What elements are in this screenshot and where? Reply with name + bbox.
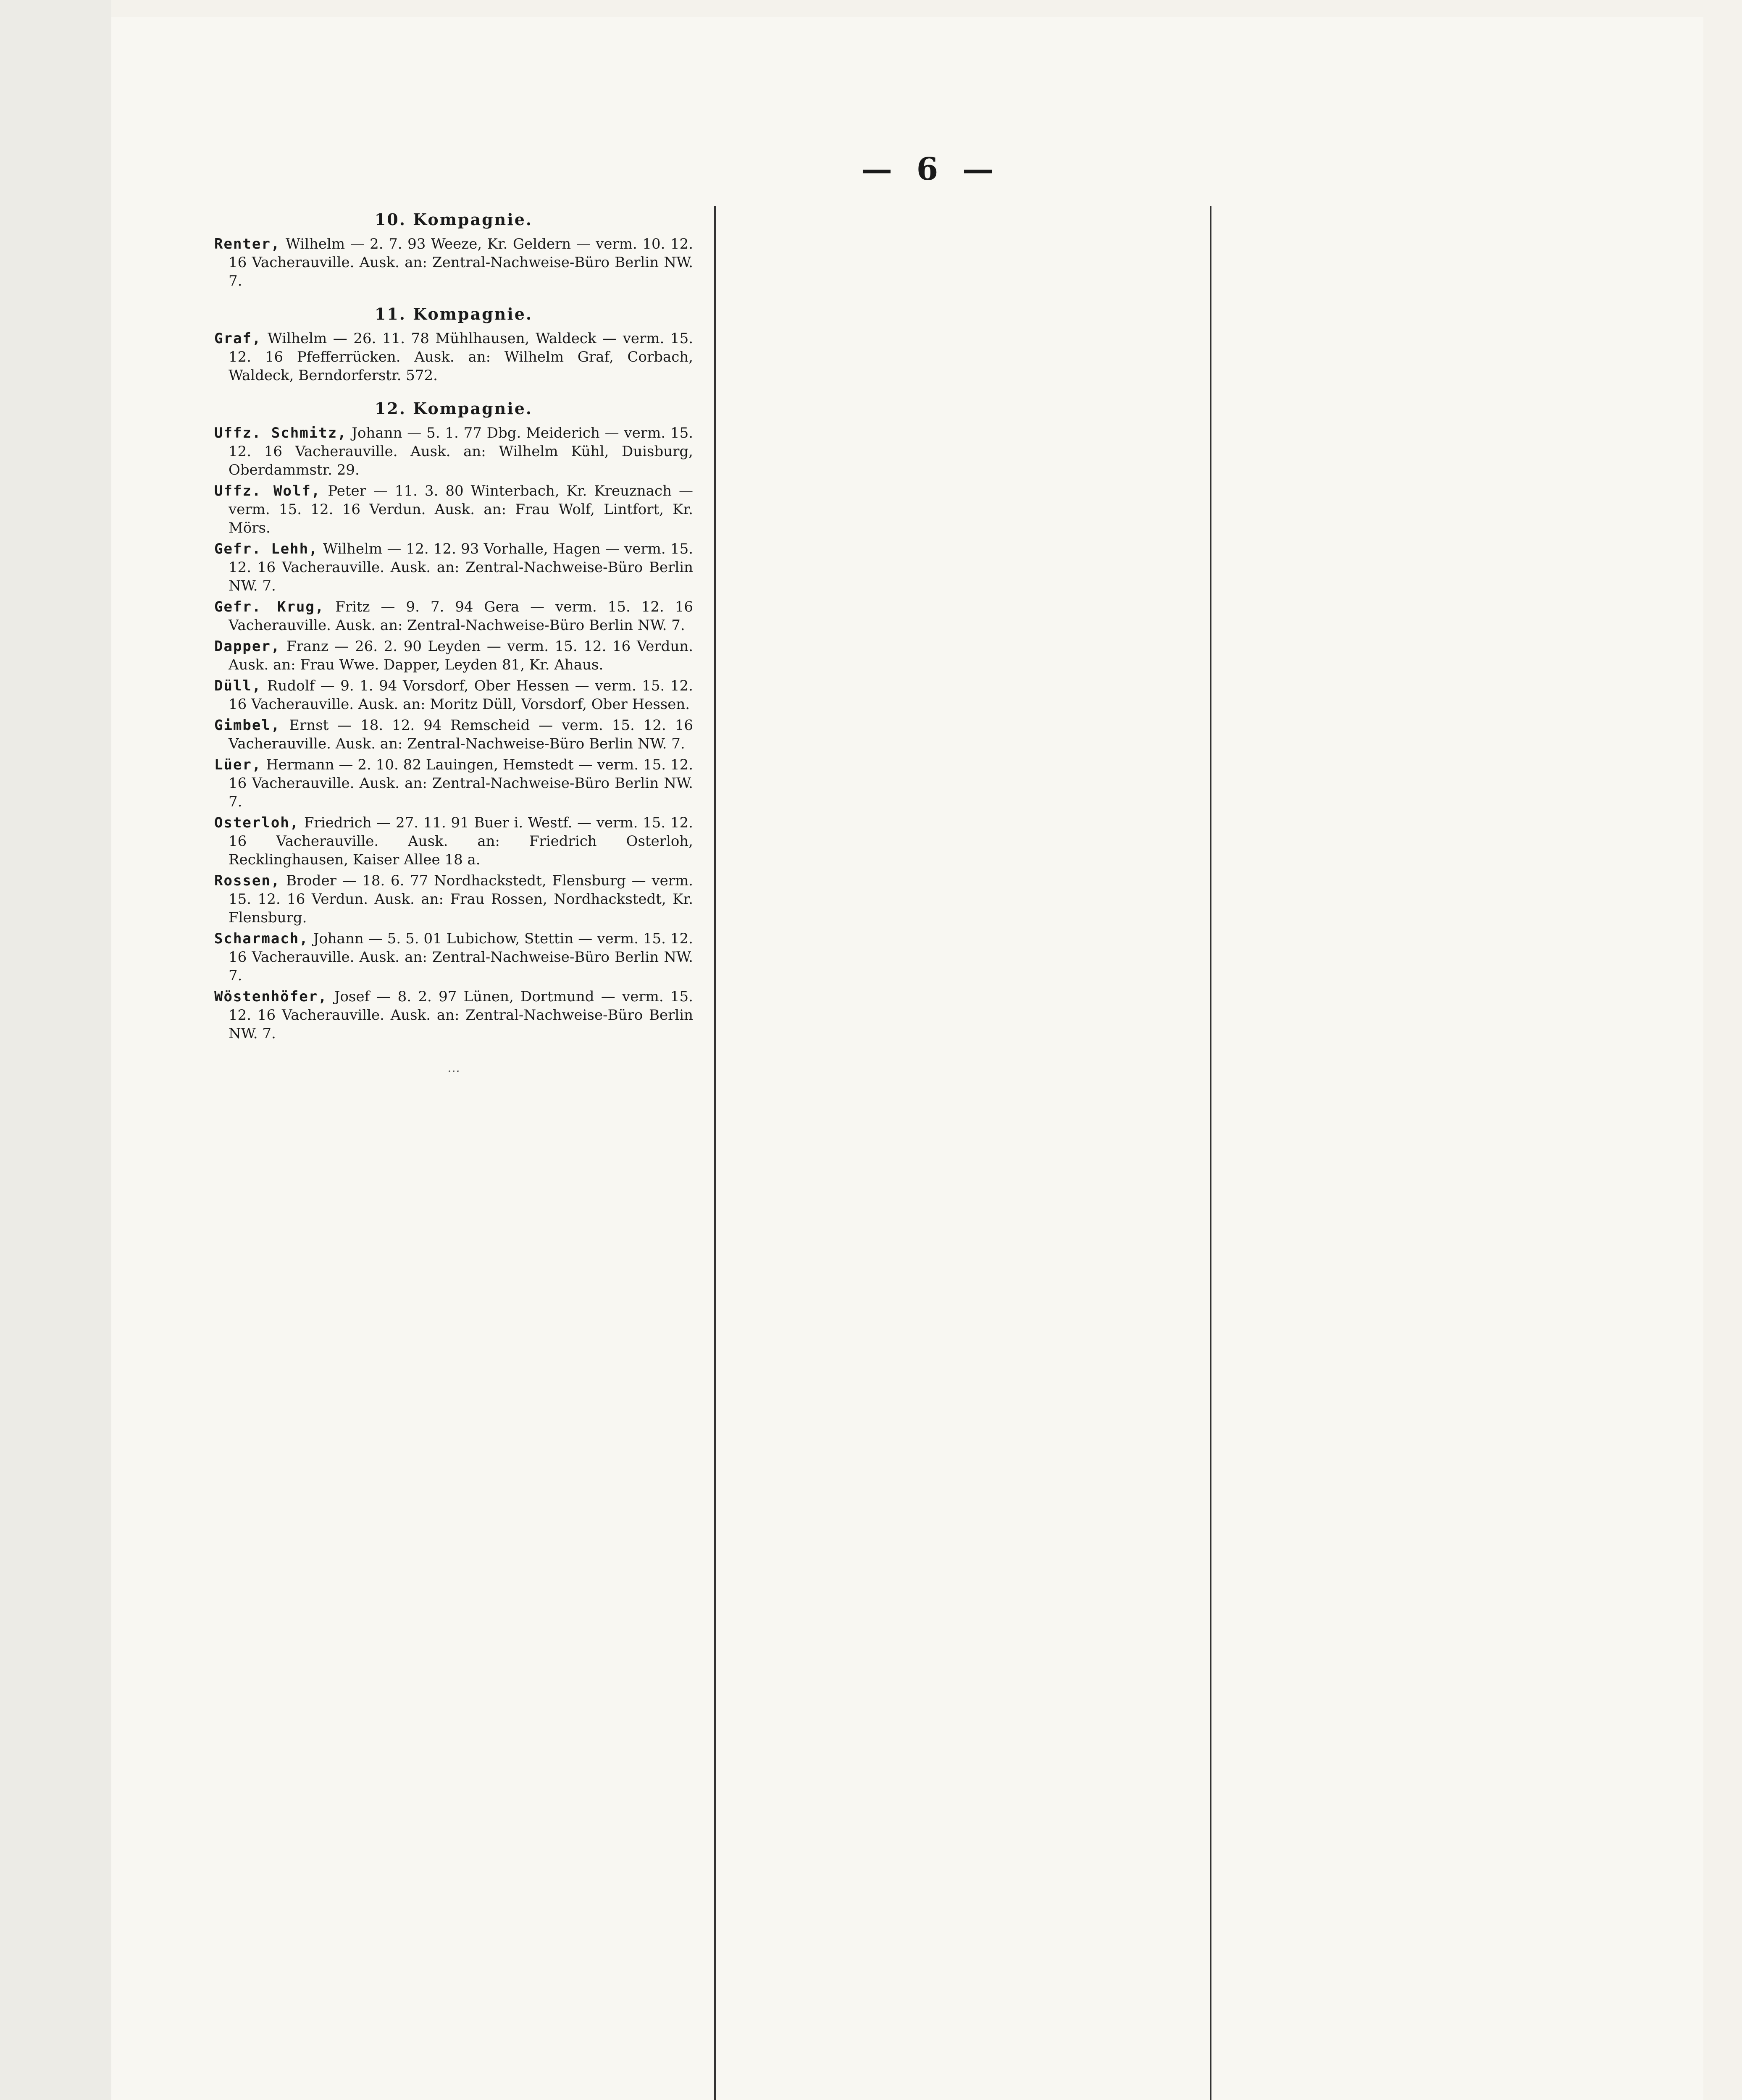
rest-note: … xyxy=(447,1060,460,1075)
entry-name: Dapper, xyxy=(214,638,281,655)
company-heading: 10. Kompagnie. xyxy=(374,210,533,229)
entry-text: Fritz — 9. 7. 94 Gera — verm. 15. 12. 16 Vacherauville. Ausk. an: Zentral-Nachweise-Büro Berlin NW. 7. xyxy=(229,598,693,634)
entry-name: Gefr. Lehh, xyxy=(214,541,318,557)
entry-text: Broder — 18. 6. 77 Nordhackstedt, Flensburg — verm. 15. 12. 16 Verdun. Ausk. an: Frau Rossen, Nordhackstedt, Kr. Flensburg. xyxy=(229,872,693,926)
casualty-entry xyxy=(214,814,693,869)
casualty-entry xyxy=(214,540,693,595)
scan-margin xyxy=(0,0,111,2100)
entry-text: Peter — 11. 3. 80 Winterbach, Kr. Kreuznach — verm. 15. 12. 16 Verdun. Ausk. an: Frau Wolf, Lintfort, Kr. Mörs. xyxy=(229,483,693,536)
entry-name: Graf, xyxy=(214,330,262,347)
entry-text: Friedrich — 27. 11. 91 Buer i. Westf. — verm. 15. 12. 16 Vacherauville. Ausk. an: Friedrich Osterloh, Recklinghausen, Kaiser Allee 18 a. xyxy=(229,814,693,868)
column-divider xyxy=(1210,206,1211,2100)
entry-text: Johann — 5. 5. 01 Lubichow, Stettin — verm. 15. 12. 16 Vacherauville. Ausk. an: Zentral-Nachweise-Büro Berlin NW. 7. xyxy=(229,930,693,984)
casualty-entry xyxy=(214,929,693,985)
entry-name: Scharmach, xyxy=(214,930,309,947)
casualty-entry xyxy=(214,716,693,753)
company-heading: 11. Kompagnie. xyxy=(374,304,533,323)
casualty-entry xyxy=(214,482,693,537)
entry-name: Uffz. Schmitz, xyxy=(214,425,347,441)
entry-name: Lüer, xyxy=(214,756,262,773)
entry-text: Ernst — 18. 12. 94 Remscheid — verm. 15. 12. 16 Vacherauville. Ausk. an: Zentral-Nachweise-Büro Berlin NW. 7. xyxy=(229,717,693,752)
right-column xyxy=(1220,210,1695,2100)
entry-name: Gimbel, xyxy=(214,717,281,734)
casualty-entry xyxy=(214,872,693,927)
entry-text: Wilhelm — 12. 12. 93 Vorhalle, Hagen — verm. 15. 12. 16 Vacherauville. Ausk. an: Zentral-Nachweise-Büro Berlin NW. 7. xyxy=(229,541,694,594)
casualty-entry xyxy=(214,987,693,1043)
entry-name: Renter, xyxy=(214,236,281,252)
entry-name: Wöstenhöfer, xyxy=(214,988,328,1005)
entry-name: Rossen, xyxy=(214,872,281,889)
entry-name: Düll, xyxy=(214,677,262,694)
company-heading: 12. Kompagnie. xyxy=(374,399,533,418)
entry-name: Uffz. Wolf, xyxy=(214,483,321,499)
casualty-entry xyxy=(214,677,693,714)
casualty-entry xyxy=(214,235,693,290)
column-divider xyxy=(714,206,716,2100)
left-column xyxy=(214,210,693,2100)
entry-text: Rudolf — 9. 1. 94 Vorsdorf, Ober Hessen — verm. 15. 12. 16 Vacherauville. Ausk. an: Moritz Düll, Vorsdorf, Ober Hessen. xyxy=(229,677,693,713)
casualty-entry xyxy=(214,424,693,479)
entry-text: Johann — 5. 1. 77 Dbg. Meiderich — verm. 15. 12. 16 Vacherauville. Ausk. an: Wilhelm Kühl, Duisburg, Oberdammstr. 29. xyxy=(229,425,694,478)
casualty-entry xyxy=(214,329,693,385)
casualty-entry xyxy=(214,598,693,635)
middle-column xyxy=(725,210,1203,2100)
casualty-entry xyxy=(214,637,693,674)
entry-text: Wilhelm — 26. 11. 78 Mühlhausen, Waldeck — verm. 15. 12. 16 Pfefferrücken. Ausk. an: Wilhelm Graf, Corbach, Waldeck, Berndorferstr. 572. xyxy=(229,330,694,384)
entry-text: Hermann — 2. 10. 82 Lauingen, Hemstedt — verm. 15. 12. 16 Vacherauville. Ausk. an: Zentral-Nachweise-Büro Berlin NW. 7. xyxy=(229,756,694,810)
entry-name: Osterloh, xyxy=(214,814,300,831)
casualty-entry xyxy=(214,756,693,811)
entry-text: Franz — 26. 2. 90 Leyden — verm. 15. 12. 16 Verdun. Ausk. an: Frau Wwe. Dapper, Leyden 81, Kr. Ahaus. xyxy=(229,638,693,673)
entry-text: Josef — 8. 2. 97 Lünen, Dortmund — verm. 15. 12. 16 Vacherauville. Ausk. an: Zentral-Nachweise-Büro Berlin NW. 7. xyxy=(229,988,693,1042)
entry-text: Wilhelm — 2. 7. 93 Weeze, Kr. Geldern — verm. 10. 12. 16 Vacherauville. Ausk. an: Zentral-Nachweise-Büro Berlin NW. 7. xyxy=(229,236,694,289)
entry-name: Gefr. Krug, xyxy=(214,598,325,615)
page-number: — 6 — xyxy=(861,151,1001,187)
